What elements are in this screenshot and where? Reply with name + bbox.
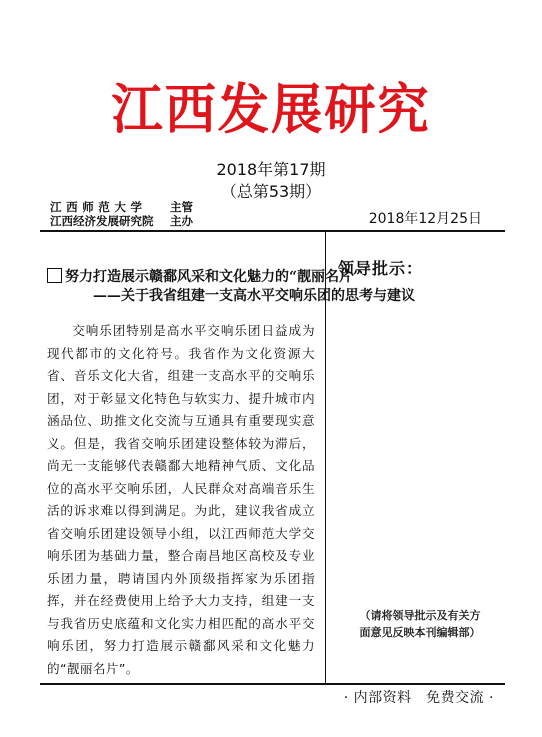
masthead-title: 江西发展研究 xyxy=(111,78,431,141)
leadership-instructions-label: 领导批示： xyxy=(338,259,424,278)
publication-date: 2018年12月25日 xyxy=(368,211,482,227)
instructions-note-line2: 面意见反映本刊编辑部） xyxy=(359,626,481,639)
issue-number: 2018年第17期 xyxy=(216,160,326,179)
article-title xyxy=(47,268,361,286)
footer-note: · 内部资料 免费交流 · xyxy=(343,690,494,706)
top-divider xyxy=(40,230,505,232)
article-subtitle: ——关于我省组建一支高水平交响乐团的思考与建议 xyxy=(93,288,415,304)
supervising-org xyxy=(50,200,193,214)
hosting-org xyxy=(50,214,193,228)
supervising-org-name: 江西师范大学 xyxy=(50,200,147,214)
hosting-org-role: 主办 xyxy=(170,214,193,228)
instructions-note-line1: （请将领导批示及有关方 xyxy=(359,609,481,622)
total-issue-number: （总第53期） xyxy=(220,182,322,201)
article-title-text: 努力打造展示赣鄱风采和文化魅力的“靓丽名片” xyxy=(65,269,362,285)
checkbox-icon xyxy=(47,268,62,283)
instructions-note xyxy=(336,607,504,641)
supervising-org-role: 主管 xyxy=(170,200,193,214)
hosting-org-name: 江西经济发展研究院 xyxy=(50,214,154,228)
bottom-divider xyxy=(40,683,505,685)
article-body: 交响乐团特别是高水平交响乐团日益成为现代都市的文化符号。我省作为文化资源大省、音乐文化大省，组建一支高水平的交响乐团，对于彰显文化特色与软实力、提升城市内涵品位、助推文化交流与互通具有重要现实意义。但是，我省交响乐团建设整体较为滞后，尚无一支能够代表赣鄱大地精神气质、文化品位的高水平交响乐团，人民群众对高端音乐生活的诉求难以得到满足。为此，建议我省成立省交响乐团建设领导小组，以江西师范大学交响乐团为基础力量，整合南昌地区高校及专业乐团力量，聘请国内外顶级指挥家为乐团指挥，并在经费使用上给予大力支持，组建一支与我省历史底蕴和文化实力相匹配的高水平交响乐团，努力打造展示赣鄱风采和文化魅力的“靓丽名片”。 xyxy=(47,323,315,676)
